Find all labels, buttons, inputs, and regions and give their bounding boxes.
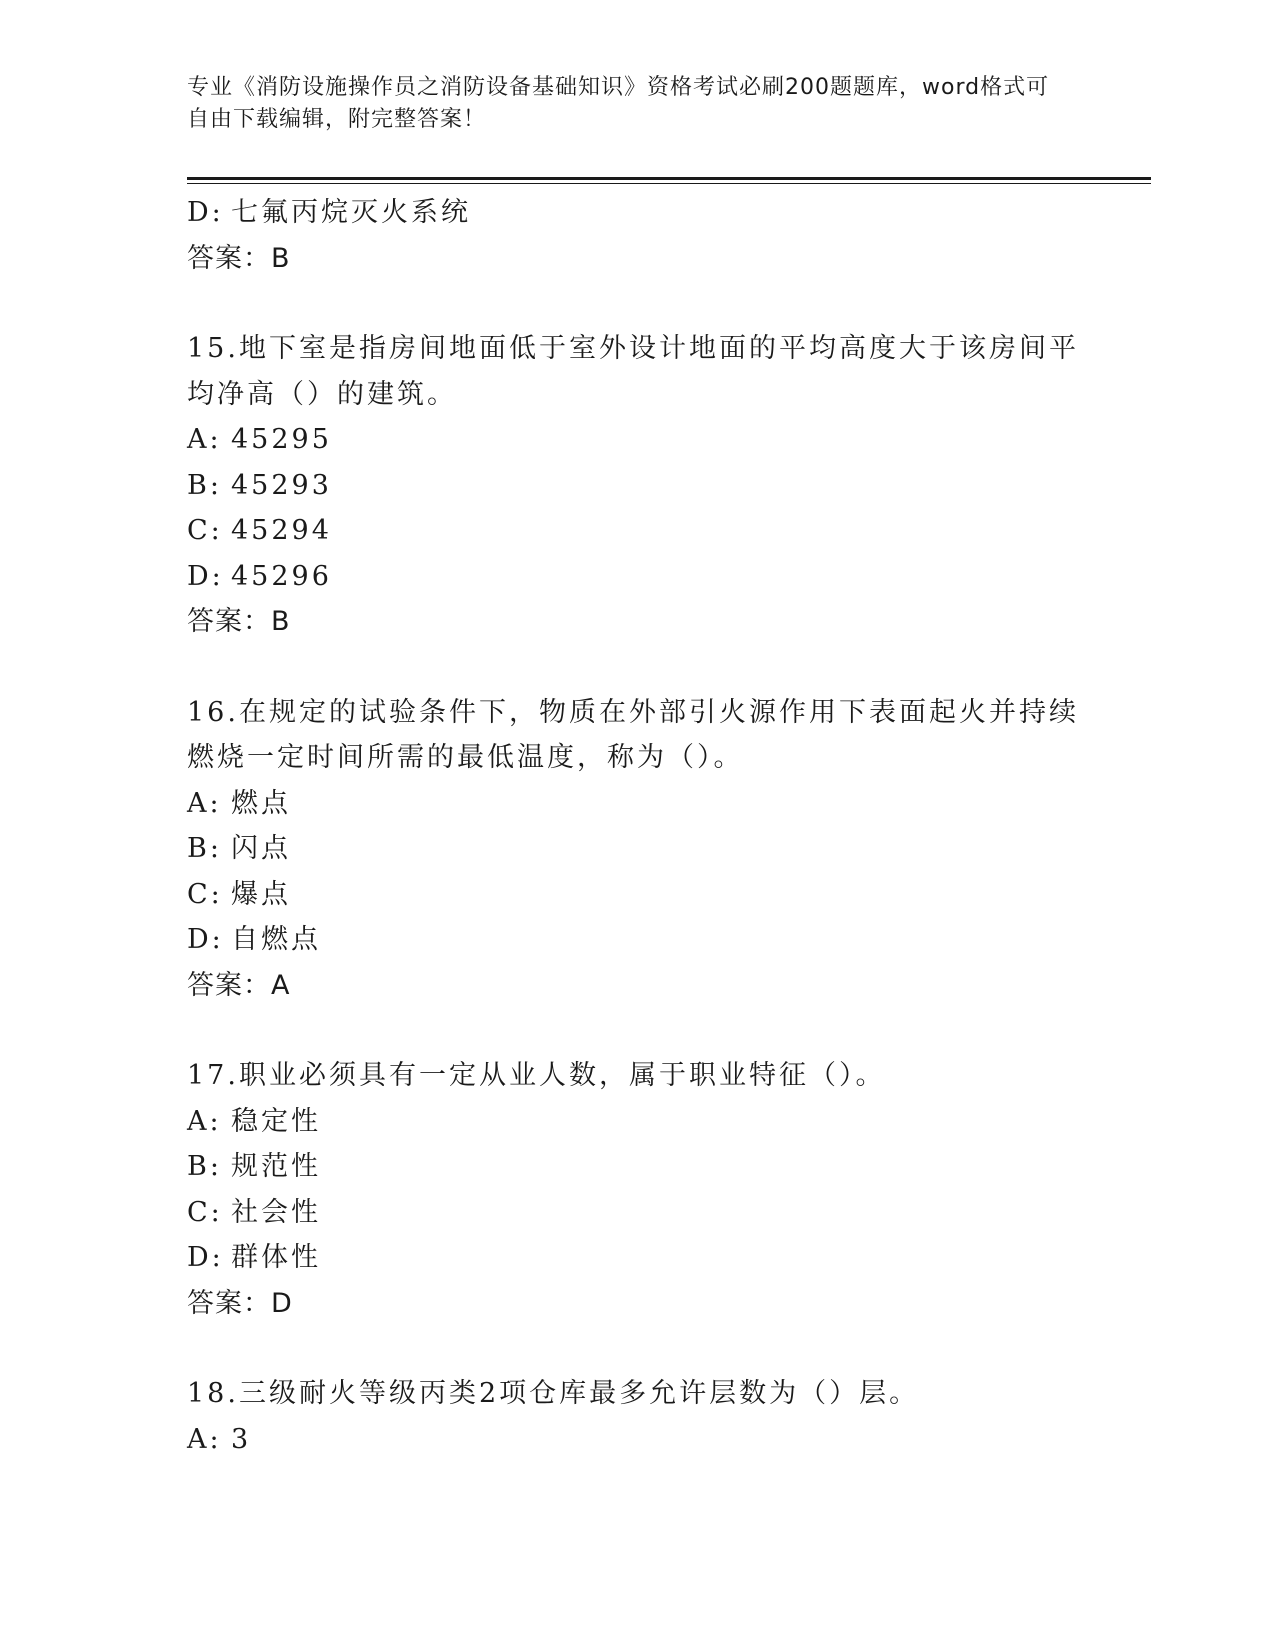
option-label: D: [187,1242,224,1273]
option-text: 七氟丙烷灭火系统 [231,197,471,228]
option-text: 45294 [231,515,332,546]
option-label: B: [187,469,222,501]
option-label: C: [187,1196,223,1228]
question-15-option-c [187,508,1087,554]
question-17-option-c [187,1190,1087,1236]
option-label: A: [187,1105,222,1137]
question-15-answer: 答案：B [187,606,291,637]
question-17-text: 17.职业必须具有一定从业人数，属于职业特征（）。 [187,1060,886,1091]
option-label: D: [187,924,224,955]
option-text: 自燃点 [231,924,321,955]
option-label: C: [187,515,223,546]
question-16-answer: 答案：A [187,969,291,1001]
option-text: 爆点 [231,878,291,910]
document-header: 专业《消防设施操作员之消防设备基础知识》资格考试必刷200题题库，word格式可自由下载编辑，附完整答案！ [187,75,1050,132]
option-text: 社会性 [231,1196,321,1228]
option-label: B: [187,1151,222,1182]
header-divider-thin [187,183,1151,184]
question-16-text: 16.在规定的试验条件下，物质在外部引火源作用下表面起火并持续燃烧一定时间所需的最低温度，称为（）。 [187,696,1079,773]
option-text: 规范性 [231,1151,321,1182]
option-label: D: [187,560,224,592]
option-label: D: [187,197,224,228]
question-content [187,190,1087,1462]
question-15-option-d [187,554,1087,600]
option-text: 稳定性 [231,1105,321,1137]
question-17-option-b [187,1144,1087,1190]
question-15-text: 15.地下室是指房间地面低于室外设计地面的平均高度大于该房间平均净高（）的建筑。 [187,333,1079,410]
option-label: A: [187,424,222,455]
option-text: 45295 [231,424,332,455]
option-label: C: [187,878,223,910]
option-label: A: [187,1423,222,1455]
option-label: B: [187,833,222,864]
question-17-option-a [187,1099,1087,1145]
option-text: 群体性 [231,1242,321,1273]
question-17-answer: 答案：D [187,1287,293,1319]
question-16-option-c [187,872,1087,918]
carryover-option-d [187,190,1087,236]
header-divider-thick [187,177,1151,180]
option-text: 45296 [231,560,332,592]
question-18-text: 18.三级耐火等级丙类2项仓库最多允许层数为（）层。 [187,1378,920,1409]
option-text: 3 [231,1423,252,1455]
question-16-option-d [187,917,1087,963]
option-text: 燃点 [231,787,291,819]
carryover-answer: 答案：B [187,242,291,274]
option-text: 闪点 [231,833,291,864]
question-16-option-b [187,826,1087,872]
question-16-option-a [187,781,1087,827]
question-17-option-d [187,1235,1087,1281]
question-18-option-a [187,1417,1087,1463]
question-15-option-b [187,463,1087,509]
question-15-option-a [187,417,1087,463]
option-text: 45293 [231,469,332,501]
option-label: A: [187,787,222,819]
